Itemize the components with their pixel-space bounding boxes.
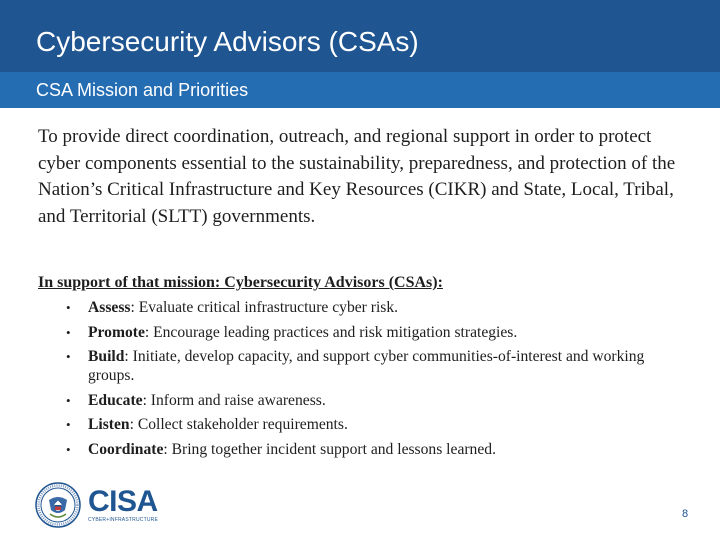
list-item: [38, 324, 688, 343]
cisa-logo-tagline: CYBER+INFRASTRUCTURE: [88, 517, 158, 523]
cisa-logo-text: CISA: [88, 485, 158, 518]
page-number: 8: [682, 508, 689, 520]
mission-statement: To provide direct coordination, outreach, and regional support in order to protect cyber components essential to the sustainability, preparedness, and protection of the Nation’s Critical Infrastructure and Key Resources (CIKR) and State, Local, Tribal, and Territorial (SLTT) governments.: [38, 126, 676, 227]
priorities-list: [38, 299, 688, 465]
list-item: [38, 299, 688, 318]
bullet-icon: •: [66, 392, 71, 408]
slide-title: Cybersecurity Advisors (CSAs): [36, 26, 419, 57]
cisa-logo: [88, 485, 158, 526]
list-item: [38, 392, 688, 411]
bullet-icon: •: [66, 300, 71, 315]
priority-description: : Evaluate critical infrastructure cyber risk.: [130, 299, 399, 316]
bullet-icon: •: [66, 417, 71, 433]
list-item: [38, 348, 688, 386]
list-item: [38, 416, 688, 435]
priority-term: Build: [88, 348, 125, 366]
bullet-icon: •: [66, 324, 71, 340]
priority-description: : Inform and raise awareness.: [142, 391, 326, 409]
priority-term: Coordinate: [88, 440, 164, 458]
dhs-seal-icon: [35, 482, 81, 528]
support-heading: In support of that mission: Cybersecurity Advisors (CSAs):: [38, 274, 443, 291]
list-item: [38, 441, 688, 460]
priority-description: : Initiate, develop capacity, and support cyber communities-of-interest and working groups.: [88, 348, 645, 384]
bullet-icon: •: [66, 349, 71, 365]
priority-description: : Encourage leading practices and risk mitigation strategies.: [144, 323, 518, 341]
priority-term: Assess: [88, 299, 131, 316]
slide-subtitle: CSA Mission and Priorities: [36, 80, 249, 100]
priority-term: Educate: [88, 391, 143, 409]
priority-description: : Collect stakeholder requirements.: [129, 416, 348, 434]
bullet-icon: •: [66, 441, 71, 457]
priority-term: Listen: [88, 416, 130, 434]
priority-description: : Bring together incident support and lessons learned.: [163, 440, 496, 458]
priority-term: Promote: [88, 323, 145, 341]
